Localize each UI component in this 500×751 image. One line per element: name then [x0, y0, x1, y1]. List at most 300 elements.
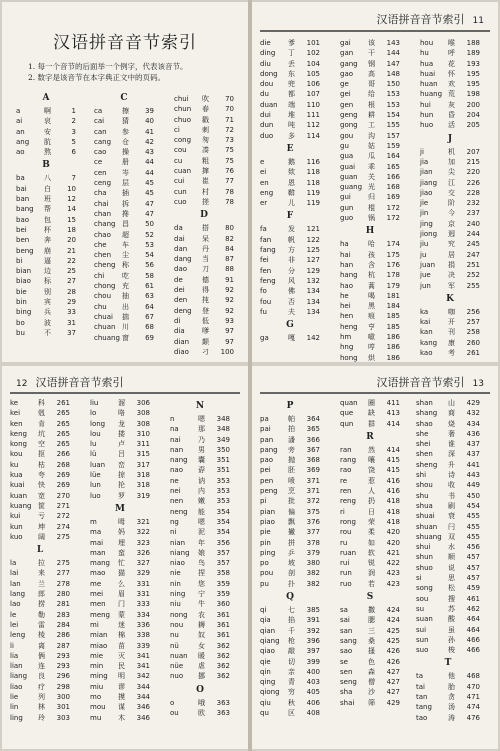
index-entry: [340, 636, 400, 646]
page-ref: 52: [145, 230, 154, 239]
example-character: 青: [288, 678, 295, 687]
syllable-pinyin: ping: [260, 548, 276, 557]
page-ref: 434: [466, 419, 480, 428]
example-character: 拉: [38, 559, 45, 568]
index-entry: [416, 645, 480, 655]
index-entry: [416, 439, 480, 449]
syllable-pinyin: tan: [416, 693, 428, 702]
page-ref: 457: [466, 574, 480, 583]
example-character: 怀: [448, 69, 455, 78]
example-character: 归: [368, 193, 375, 202]
index-entry: [90, 610, 150, 620]
syllable-pinyin: qiu: [260, 698, 271, 707]
example-character: 群: [368, 419, 375, 428]
syllable-pinyin: shuan: [416, 522, 438, 531]
index-entry: [340, 507, 400, 517]
example-character: 沙: [368, 688, 375, 697]
index-page-13: [252, 366, 498, 749]
section-letter: A: [42, 93, 50, 103]
index-entry: [340, 558, 400, 568]
page-ref: 362: [216, 651, 230, 660]
syllable-pinyin: song: [416, 584, 433, 593]
index-entry: [260, 517, 320, 527]
page-ref: 68: [145, 323, 154, 332]
syllable-pinyin: en: [260, 178, 269, 187]
index-entry: [16, 137, 76, 147]
example-character: 偏: [288, 507, 295, 516]
page-ref: 424: [386, 616, 400, 625]
example-character: 哥: [368, 80, 375, 89]
page-ref: 411: [386, 399, 400, 407]
index-entry: [420, 260, 480, 270]
syllable-pinyin: shua: [416, 501, 433, 510]
example-character: 姑: [368, 141, 375, 150]
syllable-pinyin: sao: [340, 647, 353, 656]
syllable-pinyin: sheng: [416, 460, 438, 469]
index-entry: [340, 332, 400, 342]
page-ref: 391: [306, 616, 320, 625]
page-ref: 3: [71, 127, 76, 136]
example-character: 秋: [288, 698, 295, 707]
page-ref: 474: [466, 703, 480, 712]
syllable-pinyin: qia: [260, 616, 271, 625]
syllable-pinyin: nian: [170, 538, 186, 547]
page-ref: 426: [386, 647, 400, 656]
index-entry: [340, 687, 400, 697]
page-ref: 70: [225, 95, 234, 103]
syllable-pinyin: seng: [340, 678, 357, 687]
index-entry: [340, 646, 400, 656]
example-character: 山: [448, 399, 455, 407]
index-entry: [260, 636, 320, 646]
syllable-pinyin: ku: [10, 460, 19, 469]
index-entry: [90, 641, 150, 651]
index-entry: [260, 476, 320, 486]
example-character: 烧: [448, 419, 455, 428]
index-entry: [340, 270, 400, 280]
page-ref: 454: [466, 501, 480, 510]
page-ref: 33: [67, 308, 76, 317]
index-entry: [174, 187, 234, 197]
index-entry: [94, 199, 154, 209]
example-character: 岑: [122, 168, 129, 177]
header-title: 汉语拼音音节索引: [35, 376, 124, 389]
syllable-pinyin: sen: [340, 667, 353, 676]
page-ref: 468: [466, 672, 480, 681]
page-ref: 166: [386, 172, 400, 181]
syllable-pinyin: guan: [340, 172, 358, 181]
syllable-pinyin: tao: [416, 713, 428, 722]
syllable-pinyin: mang: [90, 559, 110, 568]
syllable-column: [90, 398, 150, 723]
syllable-pinyin: shei: [416, 440, 431, 449]
index-entry: [90, 538, 150, 548]
example-character: 喝: [368, 291, 375, 300]
page-ref: 331: [136, 579, 150, 588]
example-character: 水: [448, 543, 455, 552]
syllable-pinyin: shui: [416, 543, 431, 552]
syllable-pinyin: miao: [90, 641, 108, 650]
example-character: 不: [44, 328, 51, 337]
example-character: 白: [44, 184, 51, 193]
index-entry: [90, 702, 150, 712]
example-character: 喷: [288, 476, 295, 485]
example-character: 三: [368, 626, 375, 635]
page-ref: 362: [216, 641, 230, 650]
index-entry: [260, 157, 320, 167]
index-entry: [340, 48, 400, 58]
example-character: 刁: [202, 347, 209, 356]
page-ref: 363: [216, 698, 230, 707]
index-entry: [170, 671, 230, 681]
page-ref: 195: [466, 69, 480, 78]
index-entry: [90, 620, 150, 630]
page-ref: 351: [216, 456, 230, 465]
example-character: 卢: [118, 440, 125, 449]
page-ref: 80: [225, 224, 234, 233]
index-entry: [170, 476, 230, 486]
syllable-pinyin: hua: [420, 59, 434, 68]
index-entry: [340, 301, 400, 311]
page-ref: 423: [386, 569, 400, 578]
index-entry: [90, 630, 150, 640]
example-character: 哼: [368, 343, 375, 352]
page-ref: 371: [306, 487, 320, 496]
syllable-pinyin: feng: [260, 276, 276, 285]
syllable-pinyin: ben: [16, 236, 30, 245]
example-character: 夫: [288, 307, 295, 316]
page-ref: 359: [216, 590, 230, 599]
index-entry: [16, 266, 76, 276]
syllable-pinyin: chuan: [94, 323, 116, 332]
example-character: 猜: [122, 117, 129, 126]
index-entry: [260, 548, 320, 558]
page-header: [8, 374, 123, 390]
example-character: 如: [368, 538, 375, 547]
page-ref: 153: [386, 100, 400, 109]
example-character: 拆: [122, 199, 129, 208]
page-ref: 134: [306, 297, 320, 306]
page-ref: 72: [225, 125, 234, 134]
page-ref: 93: [225, 316, 234, 325]
index-entry: [420, 239, 480, 249]
syllable-pinyin: hei: [340, 302, 351, 311]
index-entry: [260, 465, 320, 475]
syllable-pinyin: neng: [170, 507, 188, 516]
page-ref: 310: [136, 429, 150, 438]
example-character: 缺: [368, 409, 375, 418]
syllable-pinyin: cuo: [174, 197, 187, 206]
index-entry: [16, 173, 76, 183]
index-entry: [416, 702, 480, 712]
index-entry: [420, 327, 480, 337]
page-ref: 416: [386, 476, 400, 485]
page-ref: 70: [225, 105, 234, 114]
page-ref: 269: [56, 481, 70, 490]
syllable-pinyin: hen: [340, 312, 354, 321]
syllable-pinyin: den: [174, 296, 188, 305]
page-ref: 375: [306, 507, 320, 516]
section-letter: D: [200, 210, 208, 221]
index-entry: [90, 579, 150, 589]
syllable-pinyin: gou: [340, 131, 354, 140]
example-character: 么: [118, 579, 125, 588]
example-character: 包: [44, 215, 51, 224]
page-ref: 362: [216, 662, 230, 671]
index-entry: [416, 398, 480, 408]
page-ref: 143: [386, 39, 400, 47]
syllable-pinyin: duo: [260, 131, 274, 140]
example-character: 嚷: [368, 456, 375, 465]
index-entry: [170, 414, 230, 424]
index-entry: [416, 583, 480, 593]
page-ref: 323: [136, 538, 150, 547]
index-entry: [340, 517, 400, 527]
index-entry: [420, 79, 480, 89]
page-ref: 420: [386, 528, 400, 537]
page-ref: 256: [466, 307, 480, 316]
page-ref: 274: [56, 522, 70, 531]
page-ref: 414: [386, 445, 400, 454]
index-entry: [340, 538, 400, 548]
index-entry: [420, 338, 480, 348]
example-character: 乖: [368, 162, 375, 171]
syllable-pinyin: kun: [10, 522, 23, 531]
index-entry: [420, 198, 480, 208]
page-ref: 12: [67, 195, 76, 204]
example-character: 欢: [448, 80, 455, 89]
header-rule: [260, 30, 490, 32]
example-character: 坤: [38, 522, 45, 531]
page-ref: 78: [225, 187, 234, 196]
index-entry: [260, 224, 320, 234]
page-ref: 111: [306, 111, 320, 120]
page-ref: 47: [145, 209, 154, 218]
example-character: 林: [38, 703, 45, 712]
page-ref: 205: [466, 121, 480, 130]
index-entry: [174, 264, 234, 274]
syllable-pinyin: di: [174, 316, 181, 325]
example-character: 究: [448, 240, 455, 249]
example-character: 鞥: [288, 188, 295, 197]
syllable-pinyin: she: [416, 429, 429, 438]
index-entry: [90, 599, 150, 609]
example-character: 坑: [38, 429, 45, 438]
syllable-pinyin: deng: [174, 306, 192, 315]
example-character: 人: [368, 487, 375, 496]
index-entry: [170, 465, 230, 475]
page-ref: 40: [145, 117, 154, 126]
page-ref: 281: [56, 600, 70, 609]
page-ref: 334: [136, 610, 150, 619]
syllable-pinyin: mou: [90, 703, 106, 712]
example-character: 抛: [288, 456, 295, 465]
syllable-pinyin: man: [90, 548, 106, 557]
syllable-pinyin: guang: [340, 183, 363, 192]
syllable-pinyin: piao: [260, 517, 275, 526]
page-ref: 63: [145, 292, 154, 301]
example-character: 棱: [38, 631, 45, 640]
syllable-pinyin: ca: [94, 107, 103, 115]
page-ref: 353: [216, 497, 230, 506]
index-entry: [16, 297, 76, 307]
index-entry: [340, 131, 400, 141]
page-ref: 84: [225, 244, 234, 253]
page-ref: 427: [386, 688, 400, 697]
example-character: 刺: [202, 125, 209, 134]
page-ref: 168: [386, 183, 400, 192]
page-ref: 359: [216, 579, 230, 588]
example-character: 今: [448, 209, 455, 218]
syllable-pinyin: hui: [420, 100, 431, 109]
page-ref: 245: [466, 240, 480, 249]
example-character: 干: [368, 49, 375, 58]
page-ref: 378: [306, 538, 320, 547]
page-ref: 311: [136, 440, 150, 449]
page-ref: 176: [386, 260, 400, 269]
page-ref: 91: [225, 275, 234, 284]
syllable-column: [10, 398, 70, 723]
example-character: 潘: [288, 435, 295, 444]
syllable-pinyin: kuo: [10, 532, 23, 541]
index-entry: [174, 223, 234, 233]
page-ref: 110: [306, 100, 320, 109]
syllable-pinyin: gui: [340, 193, 351, 202]
syllable-pinyin: lu: [90, 440, 97, 449]
example-character: 耨: [198, 620, 205, 629]
example-character: 吹: [202, 95, 209, 103]
index-entry: [170, 486, 230, 496]
example-character: 僧: [368, 678, 375, 687]
index-entry: [340, 151, 400, 161]
section-letter: L: [36, 545, 44, 556]
example-character: 开: [448, 318, 455, 327]
syllable-pinyin: chuang: [94, 333, 120, 342]
syllable-pinyin: lun: [90, 481, 101, 490]
example-character: 诗: [448, 471, 455, 480]
page-ref: 265: [56, 419, 70, 428]
index-entry: [94, 168, 154, 178]
example-character: 操: [122, 148, 129, 157]
index-entry: [90, 568, 150, 578]
example-character: 低: [202, 316, 209, 325]
example-character: 充: [122, 282, 129, 291]
syllable-pinyin: nan: [170, 445, 184, 454]
index-entry: [340, 162, 400, 172]
example-character: 车: [122, 240, 129, 249]
example-character: 七: [288, 606, 295, 615]
syllable-pinyin: dan: [174, 244, 188, 253]
page-number: 13: [472, 379, 484, 389]
index-entry: [340, 250, 400, 260]
index-entry: [260, 568, 320, 578]
index-entry: [420, 219, 480, 229]
index-entry: [340, 311, 400, 321]
syllable-pinyin: jin: [420, 209, 429, 218]
example-character: 耕: [368, 111, 375, 120]
example-character: 闩: [448, 522, 455, 531]
index-entry: [416, 480, 480, 490]
example-character: 汤: [448, 703, 455, 712]
index-entry: [94, 260, 154, 270]
example-character: 恩: [288, 178, 295, 187]
example-character: 苏: [448, 604, 455, 613]
page-ref: 476: [466, 713, 480, 722]
syllable-pinyin: juan: [420, 260, 436, 269]
index-entry: [340, 89, 400, 99]
syllable-pinyin: han: [340, 260, 354, 269]
index-entry: [340, 548, 400, 558]
index-entry: [260, 558, 320, 568]
syllable-pinyin: gong: [340, 121, 358, 130]
page-ref: 421: [386, 548, 400, 557]
syllable-pinyin: ci: [174, 125, 180, 134]
example-character: 良: [38, 672, 45, 681]
example-character: 决: [448, 271, 455, 280]
index-entry: [10, 641, 70, 651]
syllable-pinyin: shang: [416, 409, 438, 418]
example-character: 揣: [122, 312, 129, 321]
example-character: 拍: [288, 425, 295, 434]
page-ref: 45: [145, 179, 154, 188]
example-character: 搔: [368, 647, 375, 656]
index-entry: [416, 408, 480, 418]
example-character: 逼: [44, 256, 51, 265]
example-character: 黑: [368, 302, 375, 311]
index-entry: [10, 449, 70, 459]
syllable-pinyin: geng: [340, 111, 358, 120]
example-character: 扔: [368, 497, 375, 506]
index-entry: [260, 435, 320, 445]
index-entry: [416, 542, 480, 552]
page-ref: 298: [56, 682, 70, 691]
example-character: 嗲: [202, 327, 209, 336]
example-character: 风: [288, 276, 295, 285]
example-character: 圈: [368, 399, 375, 407]
example-character: 粗: [202, 156, 209, 165]
syllable-pinyin: dui: [260, 111, 271, 120]
syllable-pinyin: shou: [416, 481, 433, 490]
page-ref: 366: [306, 435, 320, 444]
syllable-pinyin: gang: [340, 59, 358, 68]
page-ref: 104: [306, 59, 320, 68]
syllable-pinyin: de: [174, 275, 183, 284]
page-ref: 423: [386, 579, 400, 588]
example-character: 嗯: [198, 517, 205, 526]
index-entry: [94, 312, 154, 322]
example-character: 暖: [198, 651, 205, 660]
page-ref: 54: [145, 251, 154, 260]
index-entry: [260, 198, 320, 208]
example-character: 哦: [198, 698, 205, 707]
syllable-pinyin: n: [170, 415, 175, 423]
syllable-pinyin: gan: [340, 49, 354, 58]
syllable-pinyin: lia: [10, 651, 19, 660]
page-ref: 100: [220, 347, 234, 356]
example-character: 峦: [118, 460, 125, 469]
example-character: 沟: [368, 131, 375, 140]
index-entry: [174, 275, 234, 285]
example-character: 奔: [44, 236, 51, 245]
example-character: 尖: [448, 168, 455, 177]
syllable-pinyin: huai: [420, 69, 436, 78]
index-entry: [340, 698, 400, 708]
syllable-pinyin: luo: [90, 491, 101, 500]
example-character: 非: [288, 256, 295, 265]
index-entry: [260, 698, 320, 708]
page-ref: 265: [56, 440, 70, 449]
syllable-pinyin: se: [340, 657, 348, 666]
